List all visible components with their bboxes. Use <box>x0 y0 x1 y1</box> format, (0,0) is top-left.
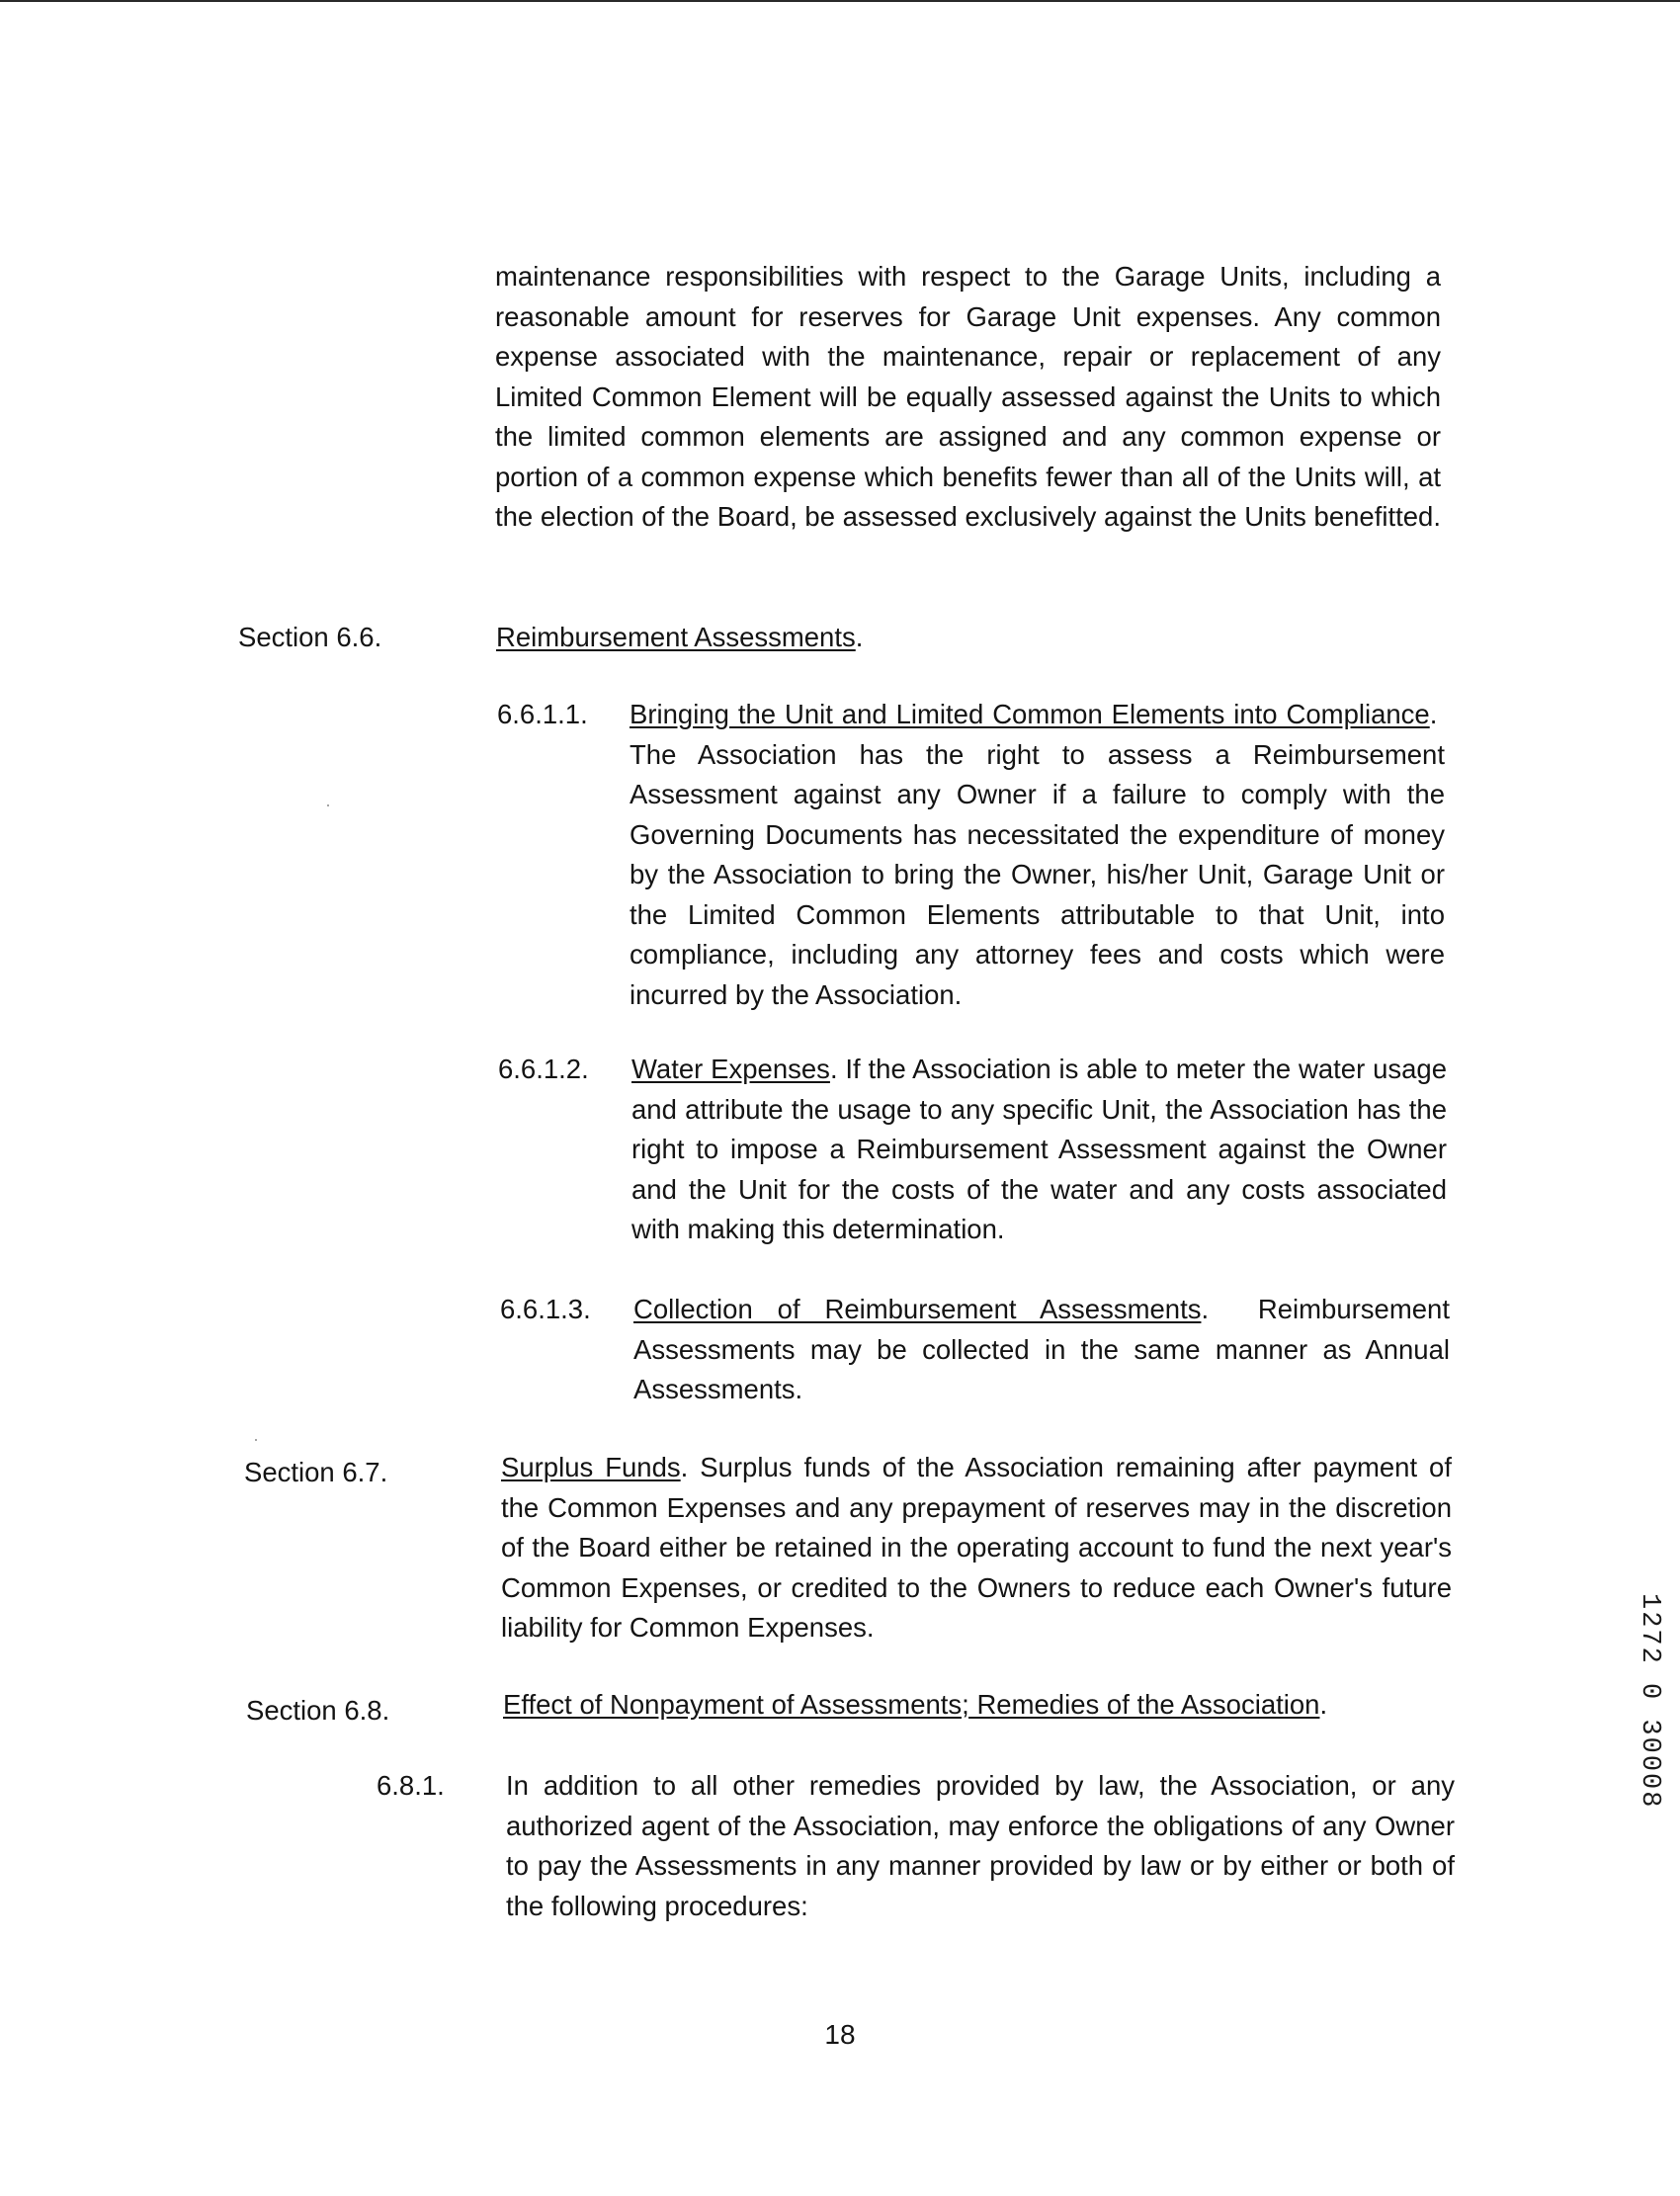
margin-recording-stamp: 1272 0 30008 <box>1635 1593 1664 1810</box>
section-6-7-heading: Surplus Funds <box>501 1452 681 1482</box>
scan-speck <box>255 1439 257 1441</box>
item-6-6-1-3-text: Reimbursement Assessments may be collected in the same manner as Annual Assessments. <box>633 1294 1450 1404</box>
item-6-6-1-1-heading-period: . <box>1429 699 1438 729</box>
item-6-6-1-1-text: The Association has the right to assess a Reimbursement Assessment against any Owner if a failure to comply with the Governing Documents has necessitated the expenditure of money by the Association to bring the Owner, his/her Unit, Garage Unit or the Limited Common Elements attributable to that Unit, into compliance, including any attorney fees and costs which were incurred by the Association. <box>630 738 1445 1010</box>
section-6-7-heading-period: . <box>680 1452 689 1482</box>
item-6-6-1-3-heading-period: . <box>1201 1294 1210 1324</box>
item-6-6-1-1-paragraph <box>630 695 1445 1015</box>
scan-speck <box>327 804 329 806</box>
section-6-8-title: Effect of Nonpayment of Assessments; Remedies of the Association <box>503 1689 1320 1720</box>
continuation-paragraph: maintenance responsibilities with respect to the Garage Units, including a reasonable amount for reserves for Garage Unit expenses. Any common expense associated with the maintenance, repair or replacement of any Limited Common Element will be equally assessed against the Units to which the limited common elements are assigned and any common expense or portion of a common expense which benefits fewer than all of the Units will, at the election of the Board, be assessed exclusively against the Units benefitted. <box>495 261 1441 532</box>
scan-top-edge <box>0 0 1680 2</box>
item-6-6-1-3-heading: Collection of Reimbursement Assessments <box>633 1294 1202 1324</box>
item-6-8-1-text: In addition to all other remedies provided by law, the Association, or any authorized agent of the Association, may enforce the obligations of any Owner to pay the Assessments in any manner provided by law or by either or both of the following procedures: <box>506 1770 1455 1921</box>
item-6-6-1-2-text: If the Association is able to meter the water usage and attribute the usage to any specific Unit, the Association has the right to impose a Reimbursement Assessment against the Owner and the Unit for the costs of the water and any costs associated with making this determination. <box>631 1054 1448 1244</box>
item-6-8-1-number: 6.8.1. <box>377 1770 445 1801</box>
section-6-7-paragraph <box>501 1448 1452 1648</box>
item-6-6-1-2-paragraph <box>631 1050 1447 1250</box>
section-6-6-title: Reimbursement Assessments <box>496 622 856 652</box>
item-6-6-1-2-number: 6.6.1.2. <box>498 1054 589 1084</box>
item-6-6-1-3-paragraph <box>633 1290 1450 1410</box>
item-6-6-1-2-heading: Water Expenses <box>631 1054 830 1084</box>
section-6-7-text: Surplus funds of the Association remaining after payment of the Common Expenses and any prepayment of reserves may in the discretion of the Board either be retained in the operating account to fund the next year's Common Expenses, or credited to the Owners to reduce each Owner's future liability for Common Expenses. <box>501 1452 1452 1643</box>
page-number: 18 <box>824 2019 856 2050</box>
item-6-6-1-1-heading: Bringing the Unit and Limited Common Elements into Compliance <box>630 699 1430 729</box>
section-6-8-label: Section 6.8. <box>246 1695 390 1726</box>
section-6-6-title-period: . <box>855 622 864 652</box>
item-6-6-1-2-heading-period: . <box>829 1054 838 1084</box>
section-6-8-title-period: . <box>1319 1689 1328 1720</box>
section-6-8-heading <box>503 1685 1452 1726</box>
section-6-7-label: Section 6.7. <box>244 1457 388 1487</box>
section-6-6-label: Section 6.6. <box>238 622 382 652</box>
item-6-6-1-1-number: 6.6.1.1. <box>497 699 588 729</box>
section-6-6-heading <box>496 618 1435 658</box>
item-6-6-1-3-number: 6.6.1.3. <box>500 1294 591 1324</box>
